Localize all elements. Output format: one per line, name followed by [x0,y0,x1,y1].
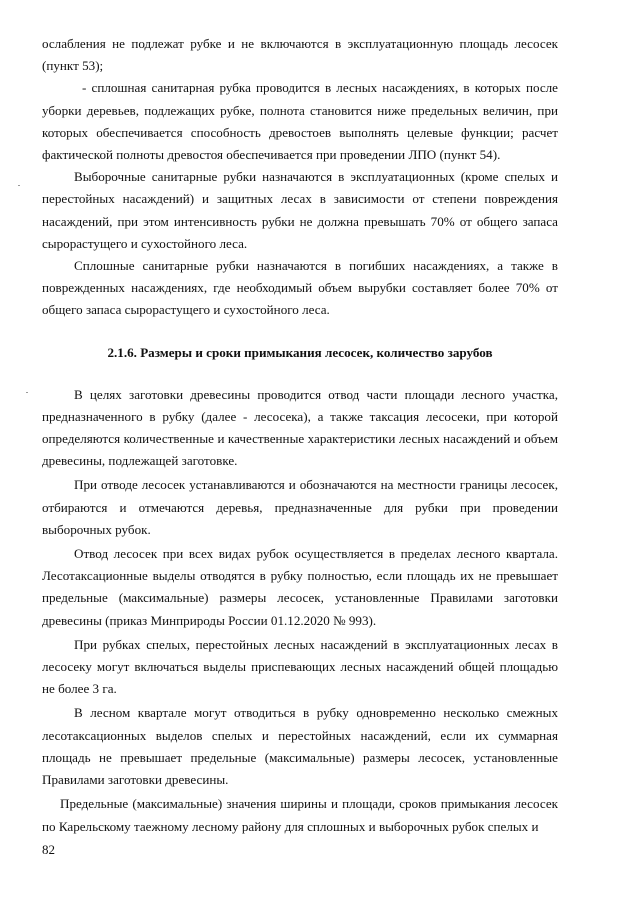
paragraph-allotment-purpose: В целях заготовки древесины проводится отвод части площади лесного участка, предназначенного в рубку (далее - лесосека), а также таксация лесосеки, при которой определяются количественные и качественные характеристики лесных насаждений и объем древесины, подлежащей заготовке. [42,386,558,469]
section-heading: 2.1.6. Размеры и сроки примыкания лесосек, количество зарубов [107,344,493,360]
document-page [42,33,558,838]
paragraph-limit-values: Предельные (максимальные) значения ширины и площади, сроков примыкания лесосек по Карельскому таежному лесному району для сплошных и выборочных рубок спелых и [42,796,558,834]
scan-speck [26,392,28,393]
paragraph-maturing-stands: При рубках спелых, перестойных лесных насаждений в эксплуатационных лесах в лесосеку могут включаться выделы приспевающих лесных насаждений общей площадью не более 3 га. [42,636,558,697]
paragraph-adjacent-plots: В лесном квартале могут отводиться в рубку одновременно несколько смежных лесотаксационных выделов спелых и перестойных насаждений, если их суммарная площадь не превышает предельные (максимальные) размеры лесосек, установленные Правилами заготовки древесины. [42,705,558,788]
paragraph-allotment-marking: При отводе лесосек устанавливаются и обозначаются на местности границы лесосек, отбираются и отмечаются деревья, предназначенные для рубки при проведении выборочных рубок. [42,477,558,537]
scan-speck [18,185,20,186]
page-number: 82 [42,842,55,857]
paragraph-allotment-quarter: Отвод лесосек при всех видах рубок осуществляется в пределах лесного квартала. Лесотаксационные выделы отводятся в рубку полностью, если площадь их не превышает предельные (максимальные) размеры лесосек, установленные Правилами заготовки древесины (приказ Минприроды России 01.12.2020 № 993). [42,546,558,628]
paragraph-selective-sanitary-felling: Выборочные санитарные рубки назначаются в эксплуатационных (кроме спелых и перестойных насаждений) и защитных лесах в зависимости от степени повреждения насаждений, при этом интенсивность рубки не должна превышать 70% от общего запаса сырорастущего и сухостойного леса. [42,169,558,251]
paragraph-continuation: ослабления не подлежат рубке и не включаются в эксплуатационную площадь лесосек (пункт 53); [42,36,558,74]
paragraph-clear-sanitary-assignment: Сплошные санитарные рубки назначаются в погибших насаждениях, а также в поврежденных насаждениях, где необходимый объем вырубки составляет более 70% от общего запаса сырорастущего и сухостойного леса. [42,258,558,318]
paragraph-clear-sanitary-felling: - сплошная санитарная рубка проводится в лесных насаждениях, в которых после уборки деревьев, подлежащих рубке, полнота становится ниже предельных величин, при которых обеспечивается способность древостоев выполнять целевые функции; расчет фактической полноты древостоя обеспечивается при проведении ЛПО (пункт 54). [42,80,558,163]
